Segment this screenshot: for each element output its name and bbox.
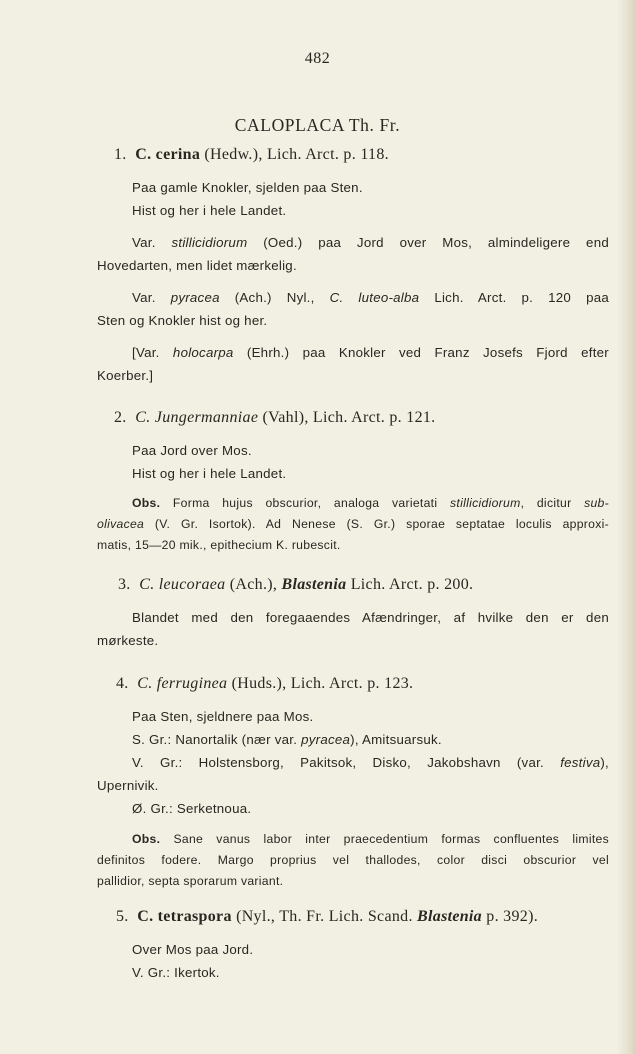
- page-number: 482: [304, 50, 331, 67]
- entry-4-obs-line-1: Obs. Sane vanus labor inter praecedentium formas confluentes limites: [132, 832, 609, 846]
- entry-4-line-1: Paa Sten, sjeldnere paa Mos.: [132, 709, 314, 724]
- entry-1-heading: 1. C. cerina (Hedw.), Lich. Arct. p. 118.: [114, 146, 389, 163]
- entry-3-heading: 3. C. leucoraea (Ach.), Blastenia Lich. Arct. p. 200.: [118, 576, 474, 593]
- entry-5-line-2: V. Gr.: Ikertok.: [132, 965, 220, 980]
- entry-4-line-2: S. Gr.: Nanortalik (nær var. pyracea), Amitsuarsuk.: [132, 732, 442, 747]
- entry-4-obs-line-3: pallidior, septa sporarum variant.: [97, 874, 284, 888]
- entry-4-line-5: Ø. Gr.: Serketnoua.: [132, 801, 252, 816]
- entry-1-var-3-line-1: [Var. holocarpa (Ehrh.) paa Knokler ved Franz Josefs Fjord efter: [132, 345, 609, 360]
- entry-2-obs-line-3: matis, 15—20 mik., epithecium K. rubescit.: [97, 538, 341, 552]
- entry-5-line-1: Over Mos paa Jord.: [132, 942, 254, 957]
- entry-1-var-2-line-1: Var. pyracea (Ach.) Nyl., C. luteo-alba Lich. Arct. p. 120 paa: [132, 290, 610, 305]
- entry-1-line-1: Paa gamle Knokler, sjelden paa Sten.: [132, 180, 363, 195]
- entry-3-line-1: Blandet med den foregaaendes Afændringer, af hvilke den er den: [132, 610, 609, 625]
- page-edge-shadow: [617, 0, 635, 1054]
- entry-5-heading: 5. C. tetraspora (Nyl., Th. Fr. Lich. Scand. Blastenia p. 392).: [116, 908, 539, 925]
- entry-1-var-3-line-2: Koerber.]: [97, 368, 154, 383]
- entry-4-heading: 4. C. ferruginea (Huds.), Lich. Arct. p. 123.: [116, 675, 414, 692]
- section-title: CALOPLACA Th. Fr.: [234, 115, 401, 135]
- entry-2-obs-line-1: Obs. Forma hujus obscurior, analoga varietati stillicidiorum, dicitur sub-: [132, 496, 609, 510]
- entry-4-obs-line-2: definitos fodere. Margo proprius vel thallodes, color disci obscurior vel: [97, 853, 609, 867]
- entry-1-var-1-line-1: Var. stillicidiorum (Oed.) paa Jord over Mos, almindeligere end: [132, 235, 609, 250]
- entry-1-var-1-line-2: Hovedarten, men lidet mærkelig.: [97, 258, 297, 273]
- entry-1-line-2: Hist og her i hele Landet.: [132, 203, 287, 218]
- entry-2-obs-line-2: olivacea (V. Gr. Isortok). Ad Nenese (S. Gr.) sporae septatae loculis approxi-: [97, 517, 609, 531]
- entry-3-line-2: mørkeste.: [97, 633, 159, 648]
- entry-1-var-2-line-2: Sten og Knokler hist og her.: [97, 313, 268, 328]
- entry-2-line-1: Paa Jord over Mos.: [132, 443, 252, 458]
- entry-2-line-2: Hist og her i hele Landet.: [132, 466, 287, 481]
- entry-2-heading: 2. C. Jungermanniae (Vahl), Lich. Arct. p. 121.: [114, 409, 436, 426]
- entry-4-line-3: V. Gr.: Holstensborg, Pakitsok, Disko, Jakobshavn (var. festiva),: [132, 755, 609, 770]
- entry-4-line-4: Upernivik.: [97, 778, 159, 793]
